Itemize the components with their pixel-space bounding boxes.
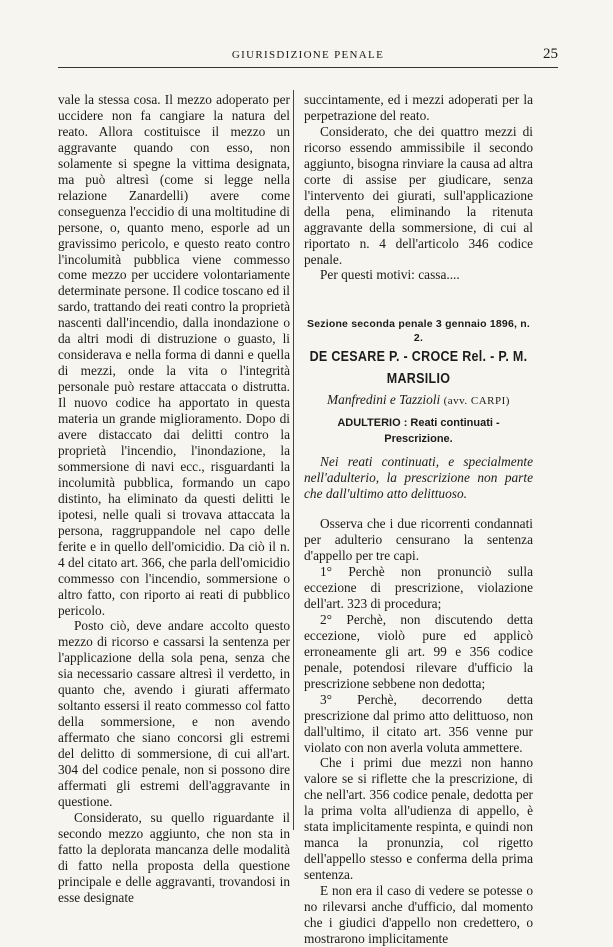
decision-item-2: 2° Perchè, non discutendo detta eccezione, violò pure ed applicò erroneamente gli art. 99 e 356 codice penale, potendosi rilevare d'ufficio la prescrizione sebbene non dedotta; [304, 611, 533, 691]
session-heading: Sezione seconda penale 3 gennaio 1896, n. 2. [307, 318, 530, 345]
right-paragraph-2: Considerato, che dei quattro mezzi di ricorso essendo ammissibile il secondo aggiunto, bisogna rinviare la causa ad altra corte di assise per giudicare, senza l'intervento dei giurati, sull'applicazione della pena, eliminando la ritenuta aggravante della sommersione, di cui al riportato n. 4 dell'articolo 346 codice penale. [304, 123, 533, 267]
left-paragraph-2: Posto ciò, deve andare accolto questo mezzo di ricorso e cassarsi la sentenza per l'applicazione della sola pena, senza che sia necessario cassare altresì il verdetto, in quanto che, avendo i giurati affermato soltanto essersi il reato commesso col fatto della sommersione, e non avendo affermato che siano concorsi gli estremi del delitto di sommersione, di cui all'art. 304 del codice penale, non si possono dire affermati gli estremi dell'aggravante in questione. [58, 618, 290, 809]
parties-heading: DE CESARE P. - CROCE Rel. - P. M. MARSILIO [309, 348, 528, 387]
lawyers-line [304, 392, 533, 410]
page-header [58, 46, 558, 64]
right-column [304, 92, 533, 947]
decision-paragraph-2: Che i primi due mezzi non hanno valore se si riflette che la prescrizione, di che nell'art. 356 codice penale, dedotta per la prima volta all'udienza di appello, è stata implicitamente respinta, e quindi non manca la pronunzia, col rigetto dell'appello stesso e conferma della prima sentenza. [304, 755, 533, 883]
running-title: GIURISDIZIONE PENALE [231, 49, 385, 61]
decision-paragraph-1: Osserva che i due ricorrenti condannati per adulterio censurano la sentenza d'appello per tre capi. [304, 516, 533, 564]
left-column [58, 92, 290, 906]
right-paragraph-3: Per questi motivi: cassa.... [320, 267, 460, 283]
column-divider [293, 90, 294, 830]
massima: Nei reati continuati, e specialmente nell'adulterio, la prescrizione non parte che dall'ultimo atto delittuoso. [304, 454, 533, 502]
lawyers-names: Manfredini e Tazzioli [327, 392, 441, 408]
left-paragraph-3: Considerato, su quello riguardante il secondo mezzo aggiunto, che non sta in fatto la deplorata mancanza delle modalità di fatto nella proposta della questione principale e delle aggravanti, trovandosi in esse designate [58, 809, 290, 905]
lawyers-note: (avv. CARPI) [443, 395, 510, 408]
right-paragraph-1: succintamente, ed i mezzi adoperati per la perpetrazione del reato. [304, 92, 533, 123]
header-rule [58, 67, 558, 68]
decision-item-3: 3° Perchè, decorrendo detta prescrizione dal primo atto delittuoso, non dall'ultimo, il citato art. 356 venne pur violato con non averla voluta ammettere. [304, 691, 533, 755]
decision-paragraph-3: E non era il caso di vedere se potesse o no rilevarsi anche d'ufficio, dal momento che i giudici d'appello non credettero, o mostrarono implicitamente [304, 883, 533, 946]
page-number: 25 [543, 46, 558, 62]
decision-item-1: 1° Perchè non pronunciò sulla eccezione di prescrizione, violazione dell'art. 323 di procedura; [304, 564, 533, 611]
left-paragraph-1: vale la stessa cosa. Il mezzo adoperato per uccidere non fa cangiare la natura del reato. Allora costituisce il mezzo un aggravante quando con esso, non solamente si spegne la vittima designata, ma può altresì (come si legge nella relazione Zanardelli) avere come conseguenza l'eccidio di una moltitudine di persone, o, quanto meno, esporle ad un gravissimo pericolo, e questo reato contro l'incolumità pubblica viene commesso come mezzo per uccidere volontariamente determinate persone. Il codice toscano ed il sardo, trattando dei reati contro la proprietà nascenti dall'incendio, dalla inondazione o da altri modi di distruzione o guasto, li considerava e nella forma di danni e quella di mezzi, onde la vita o l'integrità personale può restare attaccata o distrutta. Il nuovo codice ha apportato in questa materia un grande miglioramento. Dopo di avere distaccato dai delitti contro la proprietà l'incendio, l'inondazione, la sommersione di navi ecc., risguardanti la incolumità pubblica, formando un capo distinto, ha eliminato da questi delitti le ipotesi, nelle quali si trovava attaccata la persona, raggruppandole nel capo delle ferite e in quello dell'omicidio. Da ciò il n. 4 del citato art. 366, che parla dell'omicidio commesso con l'incendio, sommersione o altro fatto, con riporto ai reati di pubblico pericolo. [58, 92, 290, 618]
topic-heading: ADULTERIO : Reati continuati - Prescrizione. [337, 417, 500, 446]
